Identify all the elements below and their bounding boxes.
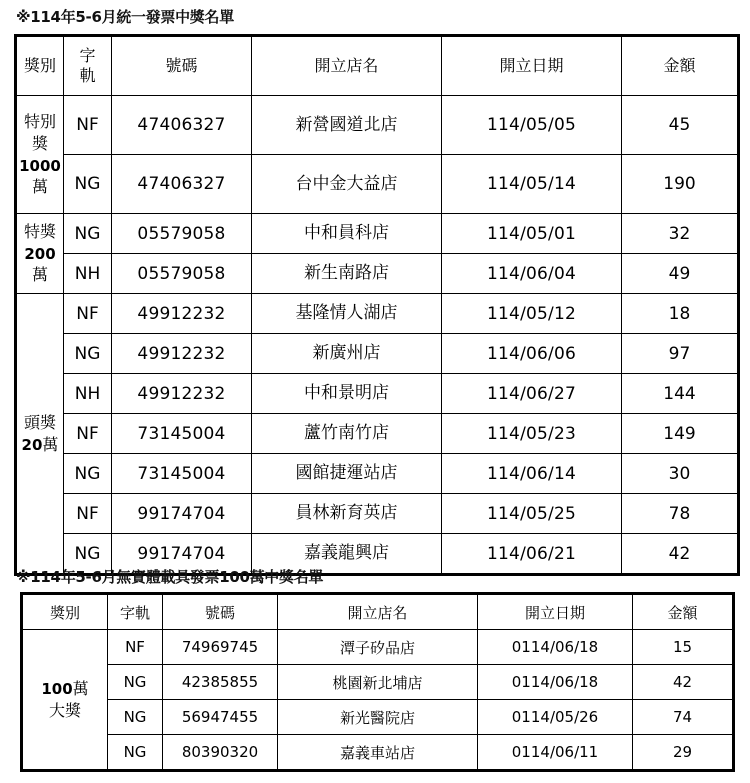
cell-track: NF xyxy=(64,414,112,454)
prize-label-amount: 1000 xyxy=(19,156,61,175)
table-row xyxy=(16,334,739,374)
cell-number: 73145004 xyxy=(112,414,252,454)
prize-label-line-2: 大獎 xyxy=(48,700,81,720)
cell-number: 47406327 xyxy=(112,96,252,155)
prize-label-unit: 萬 xyxy=(31,265,48,285)
cell-date: 114/06/04 xyxy=(442,254,622,294)
cell-track: NG xyxy=(64,334,112,374)
cell-number: 49912232 xyxy=(112,294,252,334)
cell-amount: 97 xyxy=(622,334,739,374)
cell-date: 114/05/14 xyxy=(442,155,622,214)
prize-label-line-1: 特獎 xyxy=(23,222,56,242)
cell-track: NG xyxy=(108,700,163,735)
column-header-prize-type: 獎別 xyxy=(22,594,108,630)
cell-store: 新生南路店 xyxy=(252,254,442,294)
column-header-track: 字軌 xyxy=(108,594,163,630)
column-header-track-char-2: 軌 xyxy=(79,66,96,85)
section-title-digital-carrier: ※114年5-6月無實體載具發票100萬中獎名單 xyxy=(16,568,324,586)
cell-store: 台中金大益店 xyxy=(252,155,442,214)
cell-amount: 149 xyxy=(622,414,739,454)
prize-label-unit: 萬 xyxy=(31,177,48,197)
cell-track: NH xyxy=(64,254,112,294)
cell-date: 0114/05/26 xyxy=(478,700,633,735)
prize-label-amount: 200 xyxy=(24,244,56,263)
column-header-track-char-1: 字 xyxy=(79,46,96,65)
cell-store: 基隆情人湖店 xyxy=(252,294,442,334)
cell-amount: 42 xyxy=(622,534,739,575)
prize-label-amount: 100 xyxy=(41,679,73,698)
table-row xyxy=(16,414,739,454)
cell-track: NF xyxy=(64,294,112,334)
cell-track: NG xyxy=(64,534,112,575)
prize-label-unit: 萬 xyxy=(42,434,59,454)
column-header-date: 開立日期 xyxy=(478,594,633,630)
cell-store: 中和景明店 xyxy=(252,374,442,414)
cell-amount: 29 xyxy=(633,735,734,771)
cell-store: 潭子矽品店 xyxy=(278,630,478,665)
column-header-date: 開立日期 xyxy=(442,36,622,96)
cell-number: 99174704 xyxy=(112,494,252,534)
cell-track: NG xyxy=(108,665,163,700)
prize-label-line-1: 頭獎 xyxy=(23,412,56,432)
cell-store: 員林新育英店 xyxy=(252,494,442,534)
cell-store: 嘉義車站店 xyxy=(278,735,478,771)
cell-number: 05579058 xyxy=(112,214,252,254)
column-header-number: 號碼 xyxy=(163,594,278,630)
cell-track: NG xyxy=(64,214,112,254)
cell-date: 0114/06/11 xyxy=(478,735,633,771)
cell-date: 114/05/23 xyxy=(442,414,622,454)
cell-number: 56947455 xyxy=(163,700,278,735)
table-row xyxy=(16,214,739,254)
cell-amount: 30 xyxy=(622,454,739,494)
table-header-row xyxy=(22,594,734,630)
cell-date: 0114/06/18 xyxy=(478,630,633,665)
table-row xyxy=(16,454,739,494)
cell-date: 114/06/27 xyxy=(442,374,622,414)
prize-group-label-special-grand xyxy=(16,96,64,214)
table-row xyxy=(16,494,739,534)
prize-group-label-special xyxy=(16,214,64,294)
cell-amount: 49 xyxy=(622,254,739,294)
cell-amount: 190 xyxy=(622,155,739,214)
cell-store: 新廣州店 xyxy=(252,334,442,374)
column-header-number: 號碼 xyxy=(112,36,252,96)
uniform-invoice-prize-table xyxy=(14,34,740,576)
cell-date: 114/05/25 xyxy=(442,494,622,534)
cell-date: 114/05/12 xyxy=(442,294,622,334)
cell-store: 桃園新北埔店 xyxy=(278,665,478,700)
cell-track: NG xyxy=(64,454,112,494)
column-header-track xyxy=(64,36,112,96)
prize-label-amount: 20 xyxy=(21,435,43,454)
column-header-prize-type: 獎別 xyxy=(16,36,64,96)
cell-store: 國館捷運站店 xyxy=(252,454,442,494)
cell-number: 74969745 xyxy=(163,630,278,665)
prize-label-line-1: 特別獎 xyxy=(23,112,56,153)
prize-group-label-million xyxy=(22,630,108,771)
table-row xyxy=(16,294,739,334)
table-row xyxy=(22,735,734,771)
cell-amount: 42 xyxy=(633,665,734,700)
cell-store: 新光醫院店 xyxy=(278,700,478,735)
cell-number: 49912232 xyxy=(112,334,252,374)
column-header-amount: 金額 xyxy=(622,36,739,96)
cell-amount: 15 xyxy=(633,630,734,665)
column-header-store: 開立店名 xyxy=(278,594,478,630)
table-row xyxy=(16,155,739,214)
cell-date: 114/06/06 xyxy=(442,334,622,374)
cell-date: 114/06/21 xyxy=(442,534,622,575)
column-header-store: 開立店名 xyxy=(252,36,442,96)
cell-track: NH xyxy=(64,374,112,414)
section-title-uniform-invoice: ※114年5-6月統一發票中獎名單 xyxy=(16,8,234,26)
cell-date: 114/06/14 xyxy=(442,454,622,494)
table-row xyxy=(16,374,739,414)
table-row xyxy=(22,630,734,665)
cell-number: 05579058 xyxy=(112,254,252,294)
cell-number: 49912232 xyxy=(112,374,252,414)
column-header-amount: 金額 xyxy=(633,594,734,630)
cell-track: NG xyxy=(108,735,163,771)
cell-number: 47406327 xyxy=(112,155,252,214)
cell-number: 73145004 xyxy=(112,454,252,494)
cell-number: 80390320 xyxy=(163,735,278,771)
cell-amount: 32 xyxy=(622,214,739,254)
digital-carrier-prize-table xyxy=(20,592,735,772)
table-row xyxy=(16,254,739,294)
cell-track: NG xyxy=(64,155,112,214)
cell-track: NF xyxy=(64,96,112,155)
cell-store: 中和員科店 xyxy=(252,214,442,254)
cell-date: 114/05/01 xyxy=(442,214,622,254)
cell-amount: 74 xyxy=(633,700,734,735)
cell-amount: 144 xyxy=(622,374,739,414)
table-row xyxy=(22,665,734,700)
cell-number: 99174704 xyxy=(112,534,252,575)
cell-track: NF xyxy=(64,494,112,534)
table-row xyxy=(22,700,734,735)
cell-amount: 45 xyxy=(622,96,739,155)
cell-track: NF xyxy=(108,630,163,665)
cell-amount: 18 xyxy=(622,294,739,334)
cell-amount: 78 xyxy=(622,494,739,534)
table-row xyxy=(16,96,739,155)
table-header-row xyxy=(16,36,739,96)
prize-group-label-first xyxy=(16,294,64,575)
prize-label-unit: 萬 xyxy=(72,678,89,698)
cell-store: 新營國道北店 xyxy=(252,96,442,155)
cell-store: 蘆竹南竹店 xyxy=(252,414,442,454)
cell-number: 42385855 xyxy=(163,665,278,700)
cell-store: 嘉義龍興店 xyxy=(252,534,442,575)
cell-date: 0114/06/18 xyxy=(478,665,633,700)
cell-date: 114/05/05 xyxy=(442,96,622,155)
